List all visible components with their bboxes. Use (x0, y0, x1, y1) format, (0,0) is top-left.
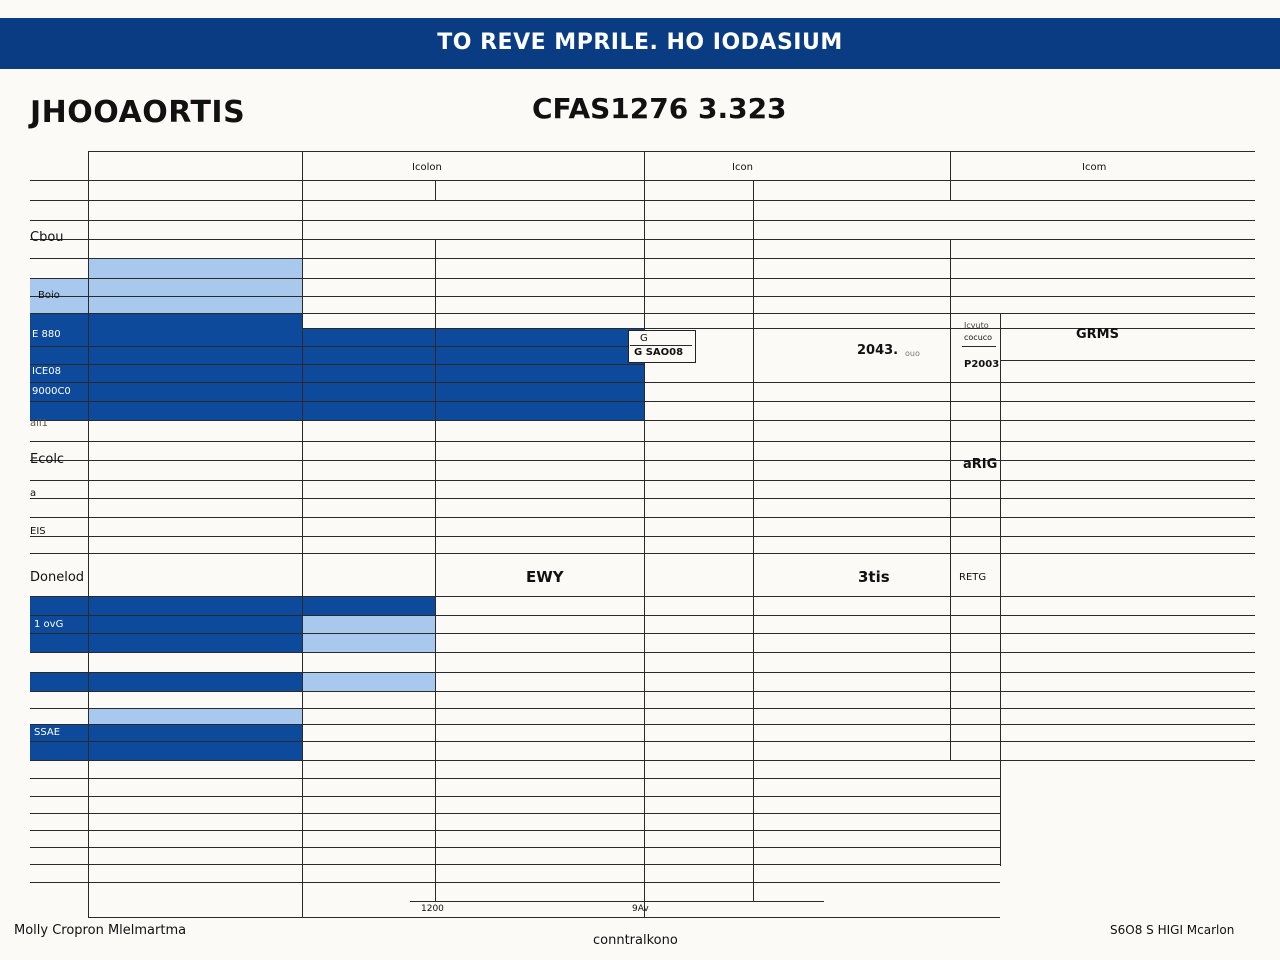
page-title: JHOOAORTIS (30, 95, 246, 130)
row-label: ICE08 (32, 366, 61, 377)
row-label: Cbou (30, 230, 64, 245)
cell-otus: 3tis (858, 568, 890, 586)
row-label: ail1 (30, 418, 49, 429)
cell-stack-1: Icvuto (964, 321, 989, 330)
cell-value: 2043. (857, 343, 899, 358)
row-label: SSAE (34, 727, 61, 738)
cell-grms: GRMS (1076, 327, 1119, 342)
row-label: E 880 (32, 329, 61, 340)
footer-center: conntralkono (593, 933, 678, 948)
footer-left: Molly Cropron Mlelmartma (14, 923, 187, 938)
cell-aug: aRIG (963, 457, 998, 472)
banner-title: TO REVE MPRILE. HO IODASIUM (437, 30, 843, 55)
cell-box-bottom: G SAO08 (634, 347, 684, 358)
cell-box-top: G (640, 333, 648, 344)
row-label: a (30, 488, 37, 499)
cell-stack-2: cocuco (964, 333, 993, 342)
row-label: Donelod (30, 570, 85, 585)
row-label: Ecolc (30, 452, 65, 467)
tick-label: 9Av (632, 904, 649, 914)
footer-right: S6O8 S HIGI Mcarlon (1110, 923, 1235, 937)
row-label: 9000C0 (32, 386, 71, 397)
document-code: CFAS1276 3.323 (532, 92, 787, 125)
cell-stack-3: P2003 (964, 359, 1000, 370)
cell-ewy: EWY (526, 568, 564, 586)
row-label: Boio (38, 290, 60, 301)
cell-reftg: RETG (959, 572, 987, 583)
column-header-3: Icom (1082, 162, 1107, 173)
tick-label: 1200 (421, 904, 444, 914)
cell-value-small: ouo (905, 349, 920, 358)
column-header-1: Icolon (412, 162, 442, 173)
column-header-2: Icon (732, 162, 753, 173)
row-label: EIS (30, 526, 46, 537)
row-label: 1 ovG (34, 619, 64, 630)
